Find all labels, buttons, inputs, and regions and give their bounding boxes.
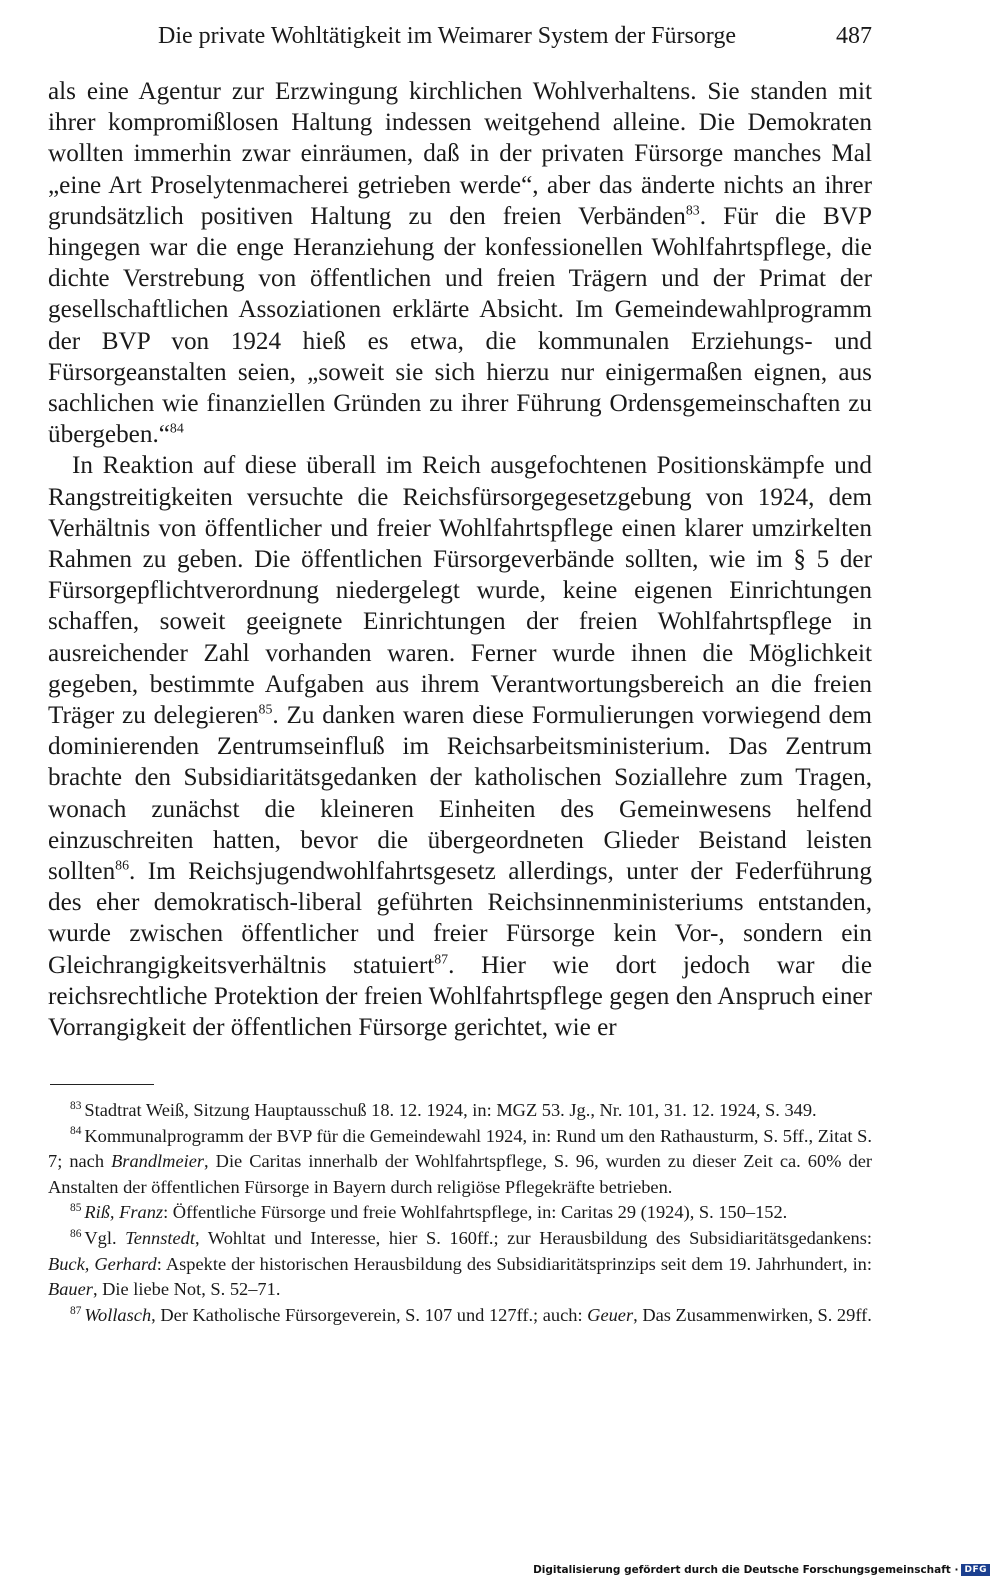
digitization-footer (533, 1564, 990, 1576)
footnote-number: 86 (70, 1227, 82, 1240)
footnote-text: Vgl. (84, 1227, 126, 1248)
footnote-separator (50, 1084, 154, 1085)
paragraph-text: . Im Reichsjugendwohlfahrtsgesetz allerdings, unter der Federführung des eher demokratisch-liberal geführten Reichsinnenministeriums entstanden, wurde zwischen öffentlicher und freier Fürsorge kein Vor-, sondern ein Gleichrangigkeitsverhältnis statuiert (48, 858, 872, 979)
paragraph-text: . Für die BVP hingegen war die enge Heranziehung der konfessionellen Wohlfahrtspflege, die dichte Verstrebung von öffentlichen und freien Trägern und der Primat der gesellschaftlichen Assoziationen erklärte Absicht. Im Gemeindewahlprogramm der BVP von 1924 hieß es etwa, die kommunalen Erziehungs- und Fürsorgeanstalten seien, „soweit sie sich hierzu nur einigermaßen eignen, aus sachlichen wie finanziellen Gründen zu ihrer Führung Ordensgemeinschaften zu übergeben.“ (48, 202, 873, 449)
footnote-number: 87 (70, 1304, 82, 1317)
running-header (48, 18, 872, 54)
author-name: Tennstedt (125, 1227, 195, 1248)
footnote-ref-83[interactable]: 83 (685, 202, 700, 218)
footnote-number: 85 (70, 1202, 82, 1215)
footnote-text: , Die Caritas innerhalb der Wohlfahrtspflege, S. 96, wurden zu dieser Zeit ca. 60% der Anstalten der öffentlichen Fürsorge in Bayern durch religiöse Pflegekräfte betrieben. (48, 1151, 873, 1197)
author-name: Bauer (48, 1279, 93, 1300)
paragraph-text: . Zu danken waren diese Formulierungen vorwiegend dem dominierenden Zentrumseinfluß im Reichsarbeitsministerium. Das Zentrum brachte den Subsidiaritätsgedanken der katholischen Soziallehre zum Tragen, wonach zunächst die kleineren Einheiten des Gemeinwesens helfend einzuschreiten hatten, bevor die übergeordneten Glieder Beistand leisten sollten (48, 702, 872, 886)
footnote-83 (48, 1098, 872, 1124)
footnote-text: Stadtrat Weiß, Sitzung Hauptausschuß 18. 12. 1924, in: MGZ 53. Jg., Nr. 101, 31. 12. 1924, S. 349. (84, 1100, 817, 1120)
footnote-87 (48, 1303, 872, 1329)
running-title: Die private Wohltätigkeit im Weimarer System der Fürsorge (158, 23, 737, 49)
footnote-85 (48, 1200, 872, 1226)
paragraph-text: als eine Agentur zur Erzwingung kirchlichen Wohlverhaltens. Sie standen mit ihrer kompromißlosen Haltung indessen weitgehend alleine. Die Demokraten wollten immerhin zwar einräumen, daß in der privaten Fürsorge manches Mal „eine Art Proselytenmacherei getrieben werde“, aber das änderte nichts an ihrer grundsätzlich positiven Haltung zu den freien Verbänden (48, 78, 872, 230)
footnote-86 (48, 1226, 872, 1303)
paragraph-1 (48, 76, 872, 450)
footnote-text: : Öffentliche Fürsorge und freie Wohlfahrtspflege, in: Caritas 29 (1924), S. 150–152. (163, 1202, 788, 1223)
footnote-text: , Die liebe Not, S. 52–71. (92, 1279, 281, 1300)
paragraph-text: In Reaktion auf diese überall im Reich ausgefochtenen Positionskämpfe und Rangstreitigkeiten versuchte die Reichsfürsorgegesetzgebung von 1924, dem Verhältnis von öffentlicher und freier Wohlfahrtspflege einen klarer umzirkelten Rahmen zu geben. Die öffentlichen Fürsorgeverbände sollten, wie im § 5 der Fürsorgepflichtverordnung niedergelegt wurde, keine eigenen Einrichtungen schaffen, soweit geeignete Einrichtungen der freien Wohlfahrtspflege in ausreichender Zahl vorhanden waren. Ferner wurde ihnen die Möglichkeit gegeben, bestimmte Aufgaben aus ihrem Verantwortungsbereich an die freien Träger zu delegieren (48, 452, 872, 730)
footnote-text: , Der Katholische Fürsorgeverein, S. 107 und 127ff.; auch: (151, 1304, 588, 1325)
author-name: Brandlmeier (111, 1151, 205, 1172)
paragraph-text: . Hier wie dort jedoch war die reichsrechtliche Protektion der freien Wohlfahrtspflege gegen den Anspruch einer Vorrangigkeit der öffentlichen Fürsorge gerichtet, wie er (48, 951, 872, 1042)
footnote-ref-85[interactable]: 85 (258, 701, 273, 717)
author-name: Riß, Franz (84, 1202, 164, 1223)
footnotes (48, 1098, 872, 1328)
footnote-number: 84 (70, 1125, 82, 1138)
paragraph-2 (48, 450, 872, 1043)
footnote-text: , Das Zusammenwirken, S. 29ff. (633, 1304, 872, 1325)
footnote-ref-87[interactable]: 87 (434, 951, 449, 967)
footnote-ref-84[interactable]: 84 (169, 420, 184, 436)
page-number: 487 (836, 23, 872, 49)
footnote-text: Kommunalprogramm der BVP für die Gemeindewahl 1924, in: Rund um den Rathausturm, S. 5ff., Zitat S. 7; nach (48, 1125, 872, 1172)
footnote-84 (48, 1124, 872, 1201)
digitization-note: Digitalisierung gefördert durch die Deutsche Forschungsgemeinschaft · (533, 1564, 959, 1576)
body-text (48, 76, 872, 1043)
footnote-text: : Aspekte der historischen Herausbildung des Subsidiaritätsprinzips seit dem 19. Jahrhundert, in: (156, 1253, 872, 1274)
dfg-logo[interactable]: DFG (961, 1564, 990, 1576)
footnote-text: , Wohltat und Interesse, hier S. 160ff.; zur Herausbildung des Subsidiaritätsgedankens: (194, 1227, 872, 1248)
author-name: Buck, Gerhard (48, 1253, 157, 1274)
footnote-number: 83 (70, 1099, 82, 1112)
author-name: Wollasch (84, 1304, 152, 1325)
footnote-ref-86[interactable]: 86 (115, 857, 130, 873)
author-name: Geuer (587, 1304, 634, 1325)
